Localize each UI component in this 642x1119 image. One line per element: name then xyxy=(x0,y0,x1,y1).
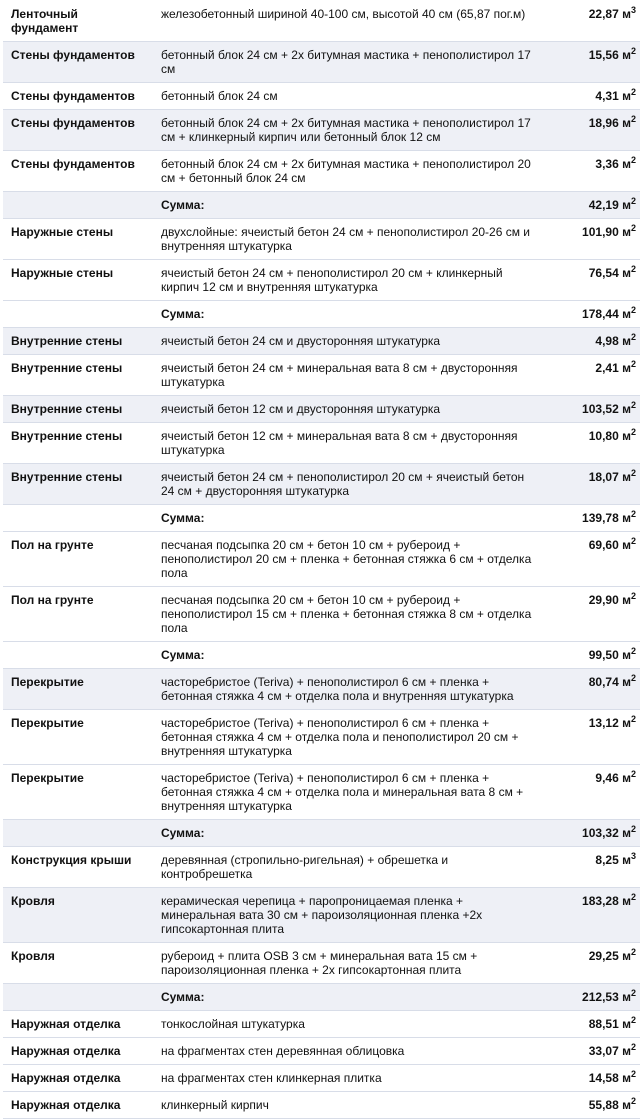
quantity-value: 3,36 xyxy=(595,157,619,171)
element-description: керамическая черепица + паропроницаемая пленка + минеральная вата 30 см + пароизоляционная пленка +2x гипсокартонная плита xyxy=(153,888,543,943)
unit-exponent: 2 xyxy=(630,824,636,834)
table-row xyxy=(3,710,640,765)
element-name: Перекрытие xyxy=(3,669,153,710)
unit-exponent: 2 xyxy=(630,646,636,656)
element-description: тонкослойная штукатурка xyxy=(153,1011,543,1038)
table-row xyxy=(3,110,640,151)
element-name: Внутренние стены xyxy=(3,464,153,505)
element-quantity xyxy=(543,219,640,260)
element-quantity xyxy=(543,1065,640,1092)
sum-row xyxy=(3,820,640,847)
element-name: Конструкция крыши xyxy=(3,847,153,888)
element-name: Перекрытие xyxy=(3,710,153,765)
element-name: Пол на грунте xyxy=(3,532,153,587)
element-description: ячеистый бетон 12 см и двусторонняя штукатурка xyxy=(153,396,543,423)
empty-cell xyxy=(3,505,153,532)
quantity-unit: м xyxy=(622,771,631,785)
quantity-value: 2,41 xyxy=(595,361,619,375)
unit-exponent: 2 xyxy=(630,155,636,165)
table-row xyxy=(3,83,640,110)
element-quantity xyxy=(543,396,640,423)
element-description: ячеистый бетон 24 см + минеральная вата 8 см + двусторонняя штукатурка xyxy=(153,355,543,396)
element-description: клинкерный кирпич xyxy=(153,1092,543,1119)
sum-quantity xyxy=(543,192,640,219)
empty-cell xyxy=(3,192,153,219)
quantity-unit: м xyxy=(622,593,631,607)
element-description: бетонный блок 24 см xyxy=(153,83,543,110)
quantity-unit: м xyxy=(622,116,631,130)
element-quantity xyxy=(543,888,640,943)
empty-cell xyxy=(3,820,153,847)
element-description: на фрагментах стен деревянная облицовка xyxy=(153,1038,543,1065)
unit-exponent: 2 xyxy=(630,1096,636,1106)
quantity-unit: м xyxy=(622,853,631,867)
sum-label: Сумма: xyxy=(153,984,543,1011)
element-quantity xyxy=(543,110,640,151)
element-description: часторебристое (Teriva) + пенополистирол 6 см + пленка + бетонная стяжка 4 см + отделка пола и минеральная вата 8 см + внутренняя штукатурка xyxy=(153,765,543,820)
quantity-value: 15,56 xyxy=(588,48,619,62)
quantity-unit: м xyxy=(622,716,631,730)
quantity-value: 183,28 xyxy=(582,894,619,908)
element-name: Кровля xyxy=(3,943,153,984)
quantity-value: 29,90 xyxy=(588,593,619,607)
quantity-value: 55,88 xyxy=(588,1098,619,1112)
unit-exponent: 3 xyxy=(630,851,636,861)
table-row xyxy=(3,888,640,943)
sum-quantity xyxy=(543,505,640,532)
unit-exponent: 2 xyxy=(630,591,636,601)
unit-exponent: 2 xyxy=(630,468,636,478)
element-quantity xyxy=(543,943,640,984)
element-description: бетонный блок 24 см + 2x битумная мастика + пенополистирол 17 см + клинкерный кирпич или бетонный блок 12 см xyxy=(153,110,543,151)
unit-exponent: 2 xyxy=(630,427,636,437)
table-row xyxy=(3,355,640,396)
quantity-unit: м xyxy=(622,538,631,552)
unit-exponent: 2 xyxy=(630,892,636,902)
sum-label: Сумма: xyxy=(153,642,543,669)
element-name: Внутренние стены xyxy=(3,355,153,396)
element-quantity xyxy=(543,532,640,587)
element-quantity xyxy=(543,710,640,765)
sum-quantity xyxy=(543,301,640,328)
quantity-unit: м xyxy=(622,1071,631,1085)
unit-exponent: 2 xyxy=(630,223,636,233)
element-quantity xyxy=(543,1038,640,1065)
element-quantity xyxy=(543,355,640,396)
quantity-unit: м xyxy=(622,1044,631,1058)
element-name: Перекрытие xyxy=(3,765,153,820)
quantity-unit: м xyxy=(622,470,631,484)
unit-exponent: 2 xyxy=(630,264,636,274)
element-quantity xyxy=(543,328,640,355)
quantity-value: 9,46 xyxy=(595,771,619,785)
quantity-unit: м xyxy=(622,429,631,443)
sum-row xyxy=(3,192,640,219)
quantity-unit: м xyxy=(622,361,631,375)
quantity-value: 14,58 xyxy=(588,1071,619,1085)
sum-value: 139,78 xyxy=(582,511,619,525)
quantity-value: 29,25 xyxy=(588,949,619,963)
quantity-unit: м xyxy=(622,334,631,348)
element-name: Стены фундаментов xyxy=(3,42,153,83)
sum-row xyxy=(3,301,640,328)
empty-cell xyxy=(3,642,153,669)
quantity-unit: м xyxy=(622,1017,631,1031)
table-row xyxy=(3,587,640,642)
sum-label: Сумма: xyxy=(153,820,543,847)
unit-exponent: 2 xyxy=(630,400,636,410)
table-row xyxy=(3,1092,640,1119)
element-name: Внутренние стены xyxy=(3,423,153,464)
unit-exponent: 2 xyxy=(630,947,636,957)
element-quantity xyxy=(543,1011,640,1038)
sum-value: 99,50 xyxy=(588,648,619,662)
element-name: Стены фундаментов xyxy=(3,110,153,151)
element-quantity xyxy=(543,151,640,192)
quantity-unit: м xyxy=(622,89,631,103)
unit-exponent: 2 xyxy=(630,536,636,546)
table-row xyxy=(3,1038,640,1065)
quantity-unit: м xyxy=(622,402,631,416)
quantity-value: 18,07 xyxy=(588,470,619,484)
element-quantity xyxy=(543,423,640,464)
quantity-value: 13,12 xyxy=(588,716,619,730)
empty-cell xyxy=(3,301,153,328)
element-quantity xyxy=(543,847,640,888)
table-row xyxy=(3,151,640,192)
unit-exponent: 2 xyxy=(630,46,636,56)
quantity-value: 8,25 xyxy=(595,853,619,867)
quantity-value: 4,98 xyxy=(595,334,619,348)
element-name: Стены фундаментов xyxy=(3,83,153,110)
element-quantity xyxy=(543,260,640,301)
element-quantity xyxy=(543,464,640,505)
element-description: на фрагментах стен клинкерная плитка xyxy=(153,1065,543,1092)
element-name: Кровля xyxy=(3,888,153,943)
unit-exponent: 2 xyxy=(630,332,636,342)
table-row xyxy=(3,1011,640,1038)
element-description: железобетонный шириной 40-100 см, высотой 40 см (65,87 пог.м) xyxy=(153,1,543,42)
quantity-unit: м xyxy=(622,198,631,212)
quantity-value: 4,31 xyxy=(595,89,619,103)
quantity-unit: м xyxy=(622,949,631,963)
element-name: Пол на грунте xyxy=(3,587,153,642)
sum-row xyxy=(3,984,640,1011)
element-description: песчаная подсыпка 20 см + бетон 10 см + рубероид + пенополистирол 20 см + пленка + бетонная стяжка 6 см + отделка пола xyxy=(153,532,543,587)
quantity-value: 33,07 xyxy=(588,1044,619,1058)
sum-row xyxy=(3,642,640,669)
sum-value: 212,53 xyxy=(582,990,619,1004)
element-name: Ленточный фундамент xyxy=(3,1,153,42)
unit-exponent: 2 xyxy=(630,988,636,998)
unit-exponent: 2 xyxy=(630,714,636,724)
table-row xyxy=(3,1,640,42)
unit-exponent: 2 xyxy=(630,359,636,369)
table-row xyxy=(3,42,640,83)
element-description: ячеистый бетон 12 см + минеральная вата 8 см + двусторонняя штукатурка xyxy=(153,423,543,464)
unit-exponent: 2 xyxy=(630,673,636,683)
unit-exponent: 2 xyxy=(630,1015,636,1025)
quantity-unit: м xyxy=(622,7,631,21)
quantity-unit: м xyxy=(622,157,631,171)
quantity-unit: м xyxy=(622,266,631,280)
element-description: рубероид + плита OSB 3 см + минеральная вата 15 см + пароизоляционная пленка + 2x гипсокартонная плита xyxy=(153,943,543,984)
element-quantity xyxy=(543,1092,640,1119)
sum-value: 103,32 xyxy=(582,826,619,840)
sum-row xyxy=(3,505,640,532)
table-row xyxy=(3,1065,640,1092)
quantity-unit: м xyxy=(622,511,631,525)
element-description: ячеистый бетон 24 см и двусторонняя штукатурка xyxy=(153,328,543,355)
element-quantity xyxy=(543,587,640,642)
element-description: деревянная (стропильно-ригельная) + обрешетка и контробрешетка xyxy=(153,847,543,888)
quantity-unit: м xyxy=(622,894,631,908)
quantity-unit: м xyxy=(622,225,631,239)
quantity-unit: м xyxy=(622,307,631,321)
quantity-value: 80,74 xyxy=(588,675,619,689)
element-description: двухслойные: ячеистый бетон 24 см + пенополистирол 20-26 см и внутренняя штукатурка xyxy=(153,219,543,260)
element-quantity xyxy=(543,669,640,710)
element-description: бетонный блок 24 см + 2x битумная мастика + пенополистирол 17 см xyxy=(153,42,543,83)
table-row xyxy=(3,532,640,587)
element-name: Внутренние стены xyxy=(3,328,153,355)
quantity-unit: м xyxy=(622,826,631,840)
element-name: Наружные стены xyxy=(3,219,153,260)
quantity-value: 10,80 xyxy=(588,429,619,443)
element-description: песчаная подсыпка 20 см + бетон 10 см + рубероид + пенополистирол 15 см + пленка + бетонная стяжка 8 см + отделка пола xyxy=(153,587,543,642)
unit-exponent: 2 xyxy=(630,87,636,97)
quantity-value: 69,60 xyxy=(588,538,619,552)
materials-table-body xyxy=(3,1,640,1119)
sum-quantity xyxy=(543,642,640,669)
quantity-unit: м xyxy=(622,990,631,1004)
element-name: Наружная отделка xyxy=(3,1038,153,1065)
table-row xyxy=(3,943,640,984)
element-name: Наружная отделка xyxy=(3,1065,153,1092)
table-row xyxy=(3,765,640,820)
unit-exponent: 2 xyxy=(630,1042,636,1052)
element-description: ячеистый бетон 24 см + пенополистирол 20 см + ячеистый бетон 24 см + двусторонняя штукатурка xyxy=(153,464,543,505)
unit-exponent: 2 xyxy=(630,769,636,779)
quantity-value: 76,54 xyxy=(588,266,619,280)
element-description: бетонный блок 24 см + 2x битумная мастика + пенополистирол 20 см + бетонный блок 24 см xyxy=(153,151,543,192)
quantity-value: 22,87 xyxy=(588,7,619,21)
table-row xyxy=(3,423,640,464)
quantity-value: 18,96 xyxy=(588,116,619,130)
element-quantity xyxy=(543,83,640,110)
materials-table xyxy=(3,0,640,1119)
element-name: Стены фундаментов xyxy=(3,151,153,192)
empty-cell xyxy=(3,984,153,1011)
quantity-value: 88,51 xyxy=(588,1017,619,1031)
quantity-value: 101,90 xyxy=(582,225,619,239)
table-row xyxy=(3,396,640,423)
element-quantity xyxy=(543,765,640,820)
element-quantity xyxy=(543,1,640,42)
table-row xyxy=(3,328,640,355)
sum-value: 178,44 xyxy=(582,307,619,321)
unit-exponent: 2 xyxy=(630,509,636,519)
unit-exponent: 2 xyxy=(630,114,636,124)
element-description: часторебристое (Teriva) + пенополистирол 6 см + пленка + бетонная стяжка 4 см + отделка пола и пенополистирол 20 см + внутренняя штукатурка xyxy=(153,710,543,765)
sum-quantity xyxy=(543,984,640,1011)
quantity-unit: м xyxy=(622,1098,631,1112)
element-description: часторебристое (Teriva) + пенополистирол 6 см + пленка + бетонная стяжка 4 см + отделка пола и внутренняя штукатурка xyxy=(153,669,543,710)
element-name: Внутренние стены xyxy=(3,396,153,423)
unit-exponent: 3 xyxy=(630,5,636,15)
quantity-value: 103,52 xyxy=(582,402,619,416)
element-name: Наружная отделка xyxy=(3,1092,153,1119)
sum-label: Сумма: xyxy=(153,192,543,219)
table-row xyxy=(3,260,640,301)
sum-label: Сумма: xyxy=(153,505,543,532)
element-description: ячеистый бетон 24 см + пенополистирол 20 см + клинкерный кирпич 12 см и внутренняя штукатурка xyxy=(153,260,543,301)
element-quantity xyxy=(543,42,640,83)
element-name: Наружные стены xyxy=(3,260,153,301)
table-row xyxy=(3,669,640,710)
unit-exponent: 2 xyxy=(630,305,636,315)
element-name: Наружная отделка xyxy=(3,1011,153,1038)
sum-label: Сумма: xyxy=(153,301,543,328)
unit-exponent: 2 xyxy=(630,1069,636,1079)
quantity-unit: м xyxy=(622,675,631,689)
table-row xyxy=(3,464,640,505)
table-row xyxy=(3,219,640,260)
quantity-unit: м xyxy=(622,48,631,62)
sum-quantity xyxy=(543,820,640,847)
sum-value: 42,19 xyxy=(588,198,619,212)
table-row xyxy=(3,847,640,888)
quantity-unit: м xyxy=(622,648,631,662)
unit-exponent: 2 xyxy=(630,196,636,206)
